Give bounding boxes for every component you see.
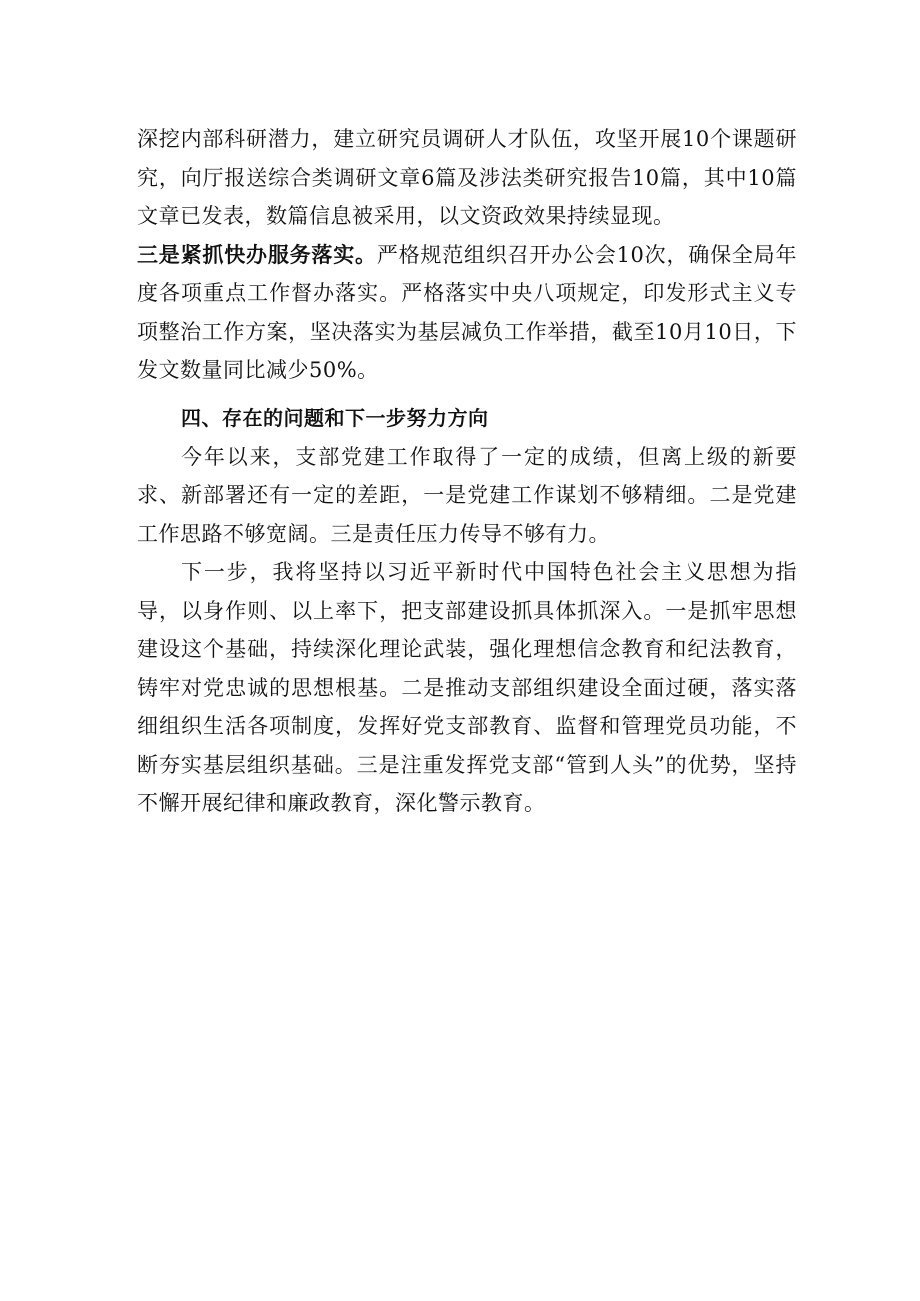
- paragraph-service-implementation: [137, 236, 797, 390]
- paragraph-problems: 今年以来，支部党建工作取得了一定的成绩，但离上级的新要求、新部署还有一定的差距，一是党建工作谋划不够精细。二是党建工作思路不够宽阔。三是责任压力传导不够有力。: [137, 444, 797, 546]
- paragraph-body: 严格规范组织召开办公会10次，确保全局年度各项重点工作督办落实。严格落实中央八项规定，印发形式主义专项整治工作方案，坚决落实为基层减负工作举措，截至10月10日，下发文数量同比减少50%。: [137, 242, 797, 382]
- paragraph-continuation: 深挖内部科研潜力，建立研究员调研人才队伍，攻坚开展10个课题研究，向厅报送综合类调研文章6篇及涉法类研究报告10篇，其中10篇文章已发表，数篇信息被采用，以文资政效果持续显现。: [137, 127, 797, 228]
- paragraph-next-steps: 下一步，我将坚持以习近平新时代中国特色社会主义思想为指导，以身作则、以上率下，把支部建设抓具体抓深入。一是抓牢思想建设这个基础，持续深化理论武装，强化理想信念教育和纪法教育，铸牢对党忠诚的思想根基。二是推动支部组织建设全面过硬，落实落细组织生活各项制度，发挥好党支部教育、监督和管理党员功能，不断夯实基层组织基础。三是注重发挥党支部“管到人头”的优势，坚持不懈开展纪律和廉政教育，深化警示教育。: [137, 560, 797, 815]
- section-heading: 四、存在的问题和下一步努力方向: [181, 405, 489, 430]
- paragraph-lead-phrase: 三是紧抓快办服务落实。: [137, 242, 377, 267]
- document-page: [137, 120, 797, 823]
